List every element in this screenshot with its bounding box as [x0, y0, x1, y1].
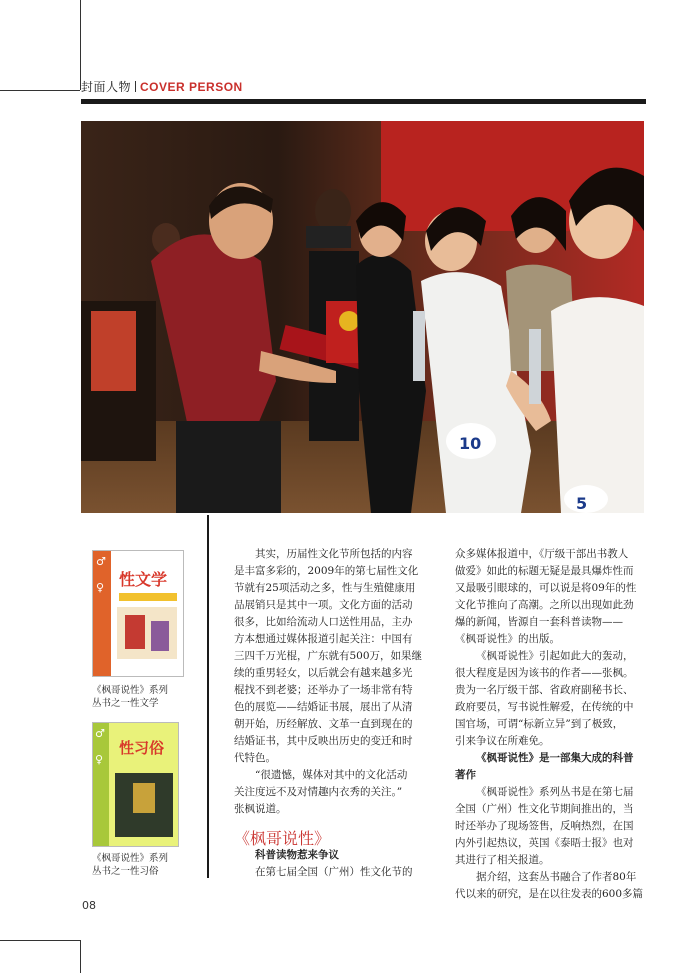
book-cover-sex-literature — [92, 550, 184, 677]
male-symbol-icon: ♂ — [95, 727, 105, 740]
section-subtitle: 科普读物惹来争议 — [255, 849, 339, 861]
article-column-2 — [455, 546, 647, 903]
book-cover-sex-customs — [92, 722, 179, 847]
book-spine-band — [93, 723, 109, 846]
book-title-band — [119, 593, 177, 601]
section-label-en: COVER PERSON — [140, 80, 243, 94]
section-header — [81, 78, 243, 95]
crop-mark-left — [0, 90, 80, 91]
article-column-1 — [234, 546, 426, 881]
paragraph-3: 《枫哥说性》系列丛书是在第七届 全国（广州）性文化节期间推出的，当 时还举办了现场签售，反响热烈，在国 内外引起热议，英国《泰晤士报》也对 其进行了相关报道。 — [455, 786, 634, 866]
crop-mark-bottom — [80, 940, 81, 973]
book-spine-band — [93, 551, 111, 676]
crop-mark-bottom-left — [0, 940, 80, 941]
book-title: 性习俗 — [119, 739, 165, 757]
column-divider — [207, 515, 209, 878]
paragraph-1: 众多媒体报道中，《厅级干部出书教人 做爱》如此的标题无疑是最具爆炸性而 又最吸引眼球的，可以说是将09年的性 文化节推向了高潮。之所以出现如此劲 爆的新闻，皆源自一套科普读物—— 《枫哥说性》的出版。 — [455, 548, 637, 645]
female-symbol-icon: ♀ — [95, 753, 104, 766]
header-rule — [81, 99, 646, 104]
page-number: 08 — [82, 899, 96, 912]
book-illustration — [115, 773, 173, 837]
paragraph-2: 《枫哥说性》引起如此大的轰动， 很大程度是因为该书的作者——张枫。 贵为一名厅级干部、省政府副秘书长、 政府要员，写书说性解爱，在传统的中 国官场，可谓“标新立异”到了极致， 引来争议在所难免。 — [455, 650, 634, 747]
paragraph-2: “很遗憾，媒体对其中的文化活动 关注度远不及对情趣内衣秀的关注。” 张枫说道。 — [234, 769, 408, 815]
paragraph-1: 其实，历届性文化节所包括的内容 是丰富多彩的，2009年的第七届性文化 节就有25项活动之多，性与生殖健康用 品展销只是其中一项。文化方面的活动 很多，比如给流动人口送性用品，主办 方本想通过媒体报道引起关注：中国有 三四千万光棍，广东就有500万，如果继 续的重男轻女，以后就会有越来越多光 棍找不到老婆；还举办了一场非常有特 色的展览——结婚证书展，展出了从清 朝开始，历经解放、文革一直到现在的 结婚证书，其中反映出历史的变迁和时 代特色。 — [234, 548, 423, 764]
paragraph-3: 在第七届全国（广州）性文化节的 — [255, 866, 413, 878]
crop-mark-top — [80, 0, 81, 90]
paragraph-4: 据介绍，这套丛书融合了作者80年 代以来的研究，是在以往发表的600多篇 — [455, 871, 644, 900]
book-illustration — [117, 607, 177, 659]
section-title: 《枫哥说性》 — [234, 829, 331, 848]
section-label-cn: 封面人物 — [81, 80, 132, 94]
female-symbol-icon: ♀ — [96, 581, 105, 594]
jersey-number-5: 5 — [576, 494, 588, 513]
male-symbol-icon: ♂ — [96, 555, 106, 568]
section-heading: 《枫哥说性》是一部集大成的科普 著作 — [455, 752, 634, 781]
book-caption-2: 《枫哥说性》系列 丛书之一性习俗 — [92, 853, 169, 877]
book-caption-1: 《枫哥说性》系列 丛书之一性文学 — [92, 685, 169, 709]
cover-photo — [81, 121, 644, 513]
jersey-number-10: 10 — [459, 434, 482, 453]
book-title: 性文学 — [119, 570, 168, 589]
